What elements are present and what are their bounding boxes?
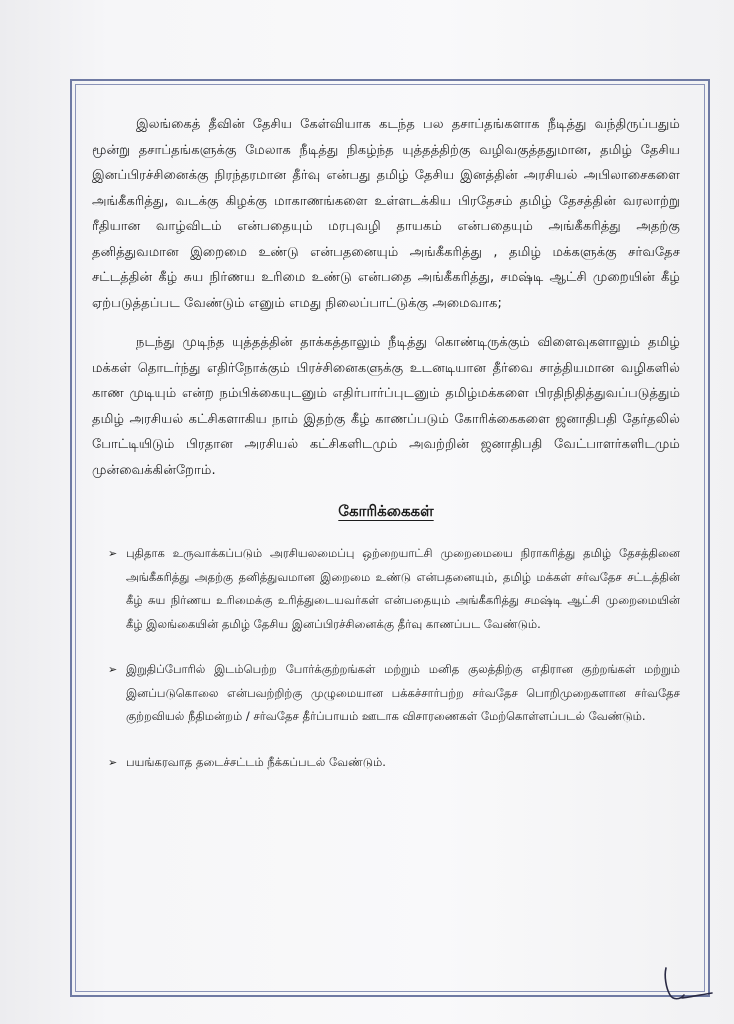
arrow-bullet-icon: ➢: [108, 547, 118, 560]
demand-text: பயங்கரவாத தடைச்சட்டம் நீக்கப்படல் வேண்டும்.: [126, 754, 386, 769]
arrow-bullet-icon: ➢: [108, 755, 118, 769]
demand-item: [92, 751, 680, 775]
demands-heading: கோரிக்கைகள்: [338, 502, 434, 520]
document-body: [92, 112, 680, 796]
second-paragraph: நடந்து முடிந்த யுத்தத்தின் தாக்கத்தாலும் நீடித்து கொண்டிருக்கும் விளைவுகளாலும் தமிழ் மக்கள் தொடர்ந்து எதிர்நோக்கும் பிரச்சினைகளுக்கு உடனடியான தீர்வை சாத்தியமான வழிகளில் காண முடியும் என்ற நம்பிக்கையுடனும் எதிர்பார்ப்புடனும் தமிழ்மக்களை பிரதிநிதித்துவப்படுத்தும் தமிழ் அரசியல் கட்சிகளாகிய நாம் இதற்கு கீழ் காணப்படும் கோரிக்கைகளை ஜனாதிபதி தேர்தலில் போட்டியிடும் பிரதான அரசியல் கட்சிகளிடமும் அவற்றின் ஜனாதிபதி வேட்பாளர்களிடமும் முன்வைக்கின்றோம்.: [92, 335, 680, 478]
arrow-bullet-icon: ➢: [108, 663, 118, 676]
demand-text: இறுதிப்போரில் இடம்பெற்ற போர்க்குற்றங்கள் மற்றும் மனித குலத்திற்கு எதிரான குற்றங்கள் மற்றும் இனப்படுகொலை என்பவற்றிற்கு முழுமையான பக்கச்சார்பற்ற சர்வதேச பொறிமுறைகளான சர்வதேச குற்றவியல் நீதிமன்றம் / சர்வதேச தீர்ப்பாயம் ஊடாக விசாரணைகள் மேற்கொள்ளப்படல் வேண்டும்.: [126, 662, 680, 723]
intro-paragraph: இலங்கைத் தீவின் தேசிய கேள்வியாக கடந்த பல தசாப்தங்களாக நீடித்து வந்திருப்பதும் மூன்று தசாப்தங்களுக்கு மேலாக நீடித்து நிகழ்ந்த யுத்தத்திற்கு வழிவகுத்ததுமான, தமிழ் தேசிய இனப்பிரச்சினைக்கு நிரந்தரமான தீர்வு என்பது தமிழ் தேசிய இனத்தின் அரசியல் அபிலாசைகளை அங்கீகரித்து, வடக்கு கிழக்கு மாகாணங்களை உள்ளடக்கிய பிரதேசம் தமிழ் தேசத்தின் வரலாற்று ரீதியான வாழ்விடம் என்பதையும் மரபுவழி தாயகம் என்பதையும் அங்கீகரித்து அதற்கு தனித்துவமான இறைமை உண்டு என்பதனையும் அங்கீகரித்து , தமிழ் மக்களுக்கு சர்வதேச சட்டத்தின் கீழ் சுய நிர்ணய உரிமை உண்டு என்பதை அங்கீகரித்து, சமஷ்டி ஆட்சி முறையின் கீழ் ஏற்படுத்தப்பட வேண்டும் எனும் எமது நிலைப்பாட்டுக்கு அமைவாக;: [92, 117, 680, 311]
demand-text: புதிதாக உருவாக்கப்படும் அரசியலமைப்பு ஒற்றையாட்சி முறைமையை நிராகரித்து தமிழ் தேசத்தினை அங்கீகரித்து அதற்கு தனித்துவமான இறைமை உண்டு என்பதனையும், தமிழ் மக்கள் சர்வதேச சட்டத்தின் கீழ் சுய நிர்ணய உரிமைக்கு உரித்துடையவர்கள் என்பதையும் அங்கீகரித்து சமஷ்டி ஆட்சி முறைமையின் கீழ் இலங்கையின் தமிழ் தேசிய இனப்பிரச்சினைக்கு தீர்வு காணப்பட வேண்டும்.: [126, 546, 680, 631]
signature-mark: [660, 962, 714, 1004]
demand-item: [92, 542, 680, 636]
heading-wrapper: [92, 501, 680, 522]
demand-item: [92, 658, 680, 729]
